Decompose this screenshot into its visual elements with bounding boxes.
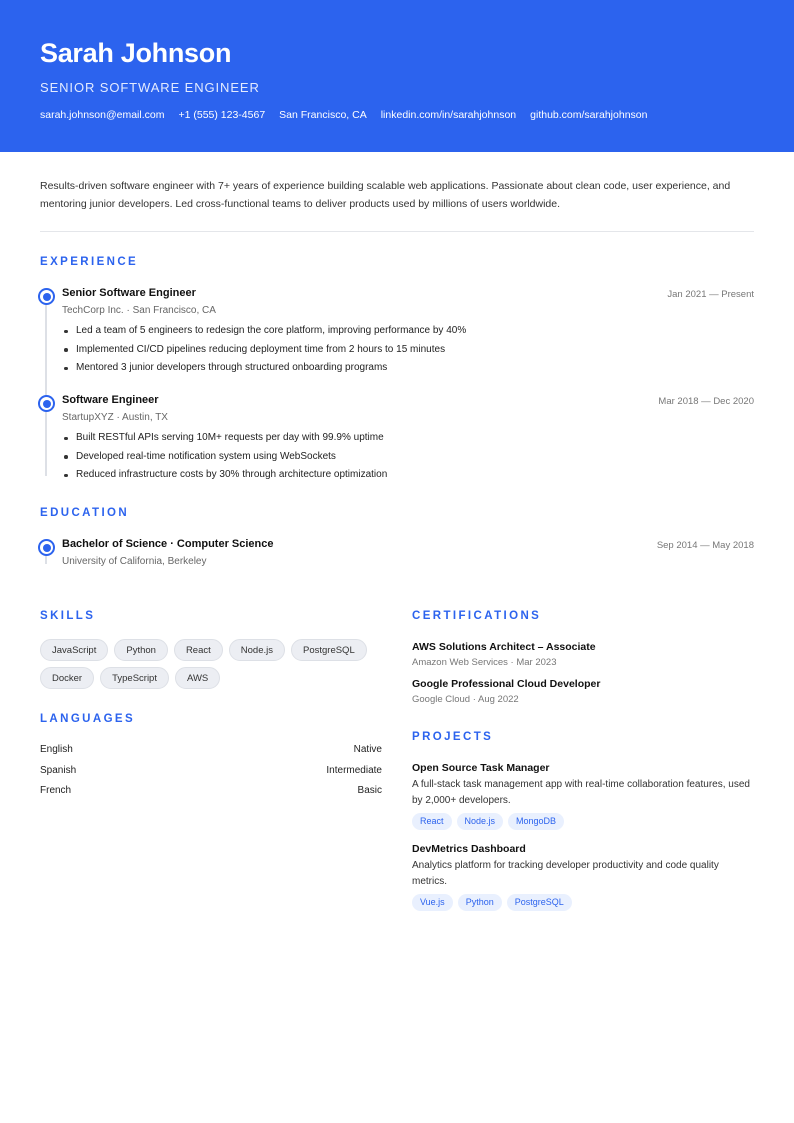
projects-heading: PROJECTS <box>412 731 494 743</box>
contact-github[interactable]: github.com/sarahjohnson <box>530 109 648 121</box>
language-row <box>40 744 382 755</box>
divider <box>40 231 754 232</box>
contact-linkedin[interactable]: linkedin.com/in/sarahjohnson <box>380 109 517 121</box>
language-name: Spanish <box>40 765 77 776</box>
skill-chip: AWS <box>175 667 220 689</box>
job-title: Software Engineer <box>62 394 159 406</box>
timeline-dot <box>38 288 55 305</box>
school-name: University of California, Berkeley <box>62 556 207 567</box>
timeline-dot <box>38 539 55 556</box>
job-dates: Jan 2021 — Present <box>667 289 754 300</box>
bullet-item: Developed real-time notification system using WebSockets <box>76 448 387 467</box>
job-company: TechCorp Inc. · San Francisco, CA <box>62 305 216 316</box>
summary-text: Results-driven software engineer with 7+ years of experience building scalable web applications. Passionate about clean code, user experience, and mentoring junior developers. Led cross-functional teams to deliver products used by millions of users worldwide. <box>40 180 731 210</box>
project-tags <box>412 813 564 830</box>
certification-name: AWS Solutions Architect – Associate <box>412 641 596 653</box>
education-heading: EDUCATION <box>40 507 130 519</box>
language-row <box>40 765 382 776</box>
skill-chip: Node.js <box>229 639 285 661</box>
experience-heading: EXPERIENCE <box>40 256 139 268</box>
language-name: English <box>40 744 73 755</box>
candidate-title: SENIOR SOFTWARE ENGINEER <box>40 80 260 95</box>
certifications-heading: CERTIFICATIONS <box>412 610 542 622</box>
language-level: Basic <box>357 785 382 796</box>
contact-email[interactable]: sarah.johnson@email.com <box>40 109 165 121</box>
language-name: French <box>40 785 72 796</box>
project-description: A full-stack task management app with real-time collaboration features, used by 2,000+ developers. <box>412 779 750 806</box>
skill-chip: PostgreSQL <box>291 639 367 661</box>
certification-name: Google Professional Cloud Developer <box>412 678 601 690</box>
language-level: Intermediate <box>326 765 382 776</box>
job-dates: Mar 2018 — Dec 2020 <box>658 396 754 407</box>
job-title: Senior Software Engineer <box>62 287 196 299</box>
bullet-item: Mentored 3 junior developers through structured onboarding programs <box>76 359 466 378</box>
skills-heading: SKILLS <box>40 610 96 622</box>
language-level: Native <box>353 744 382 755</box>
certification-meta: Google Cloud · Aug 2022 <box>412 694 519 705</box>
bullet-item: Reduced infrastructure costs by 30% through architecture optimization <box>76 466 387 485</box>
project-description: Analytics platform for tracking developer productivity and code quality metrics. <box>412 860 719 887</box>
bullet-item: Built RESTful APIs serving 10M+ requests per day with 99.9% uptime <box>76 429 387 448</box>
degree-title: Bachelor of Science · Computer Science <box>62 538 274 550</box>
job-company: StartupXYZ · Austin, TX <box>62 412 168 423</box>
job-bullets <box>76 429 387 485</box>
tech-tag: PostgreSQL <box>507 894 572 911</box>
tech-tag: React <box>412 813 452 830</box>
contact-bar <box>40 109 647 121</box>
tech-tag: Node.js <box>457 813 504 830</box>
project-name: Open Source Task Manager <box>412 762 550 774</box>
tech-tag: MongoDB <box>508 813 564 830</box>
education-dates: Sep 2014 — May 2018 <box>656 540 754 551</box>
project-name: DevMetrics Dashboard <box>412 843 526 855</box>
tech-tag: Vue.js <box>412 894 453 911</box>
skill-chip: JavaScript <box>40 639 108 661</box>
contact-phone[interactable]: +1 (555) 123-4567 <box>178 109 266 121</box>
contact-location: San Francisco, CA <box>279 109 367 121</box>
resume-header <box>0 0 794 152</box>
skills-list <box>40 639 370 689</box>
bullet-item: Led a team of 5 engineers to redesign the core platform, improving performance by 40% <box>76 322 466 341</box>
timeline-dot <box>38 395 55 412</box>
skill-chip: TypeScript <box>100 667 169 689</box>
project-tags <box>412 894 572 911</box>
skill-chip: Docker <box>40 667 94 689</box>
tech-tag: Python <box>458 894 502 911</box>
languages-heading: LANGUAGES <box>40 713 136 725</box>
candidate-name: Sarah Johnson <box>40 38 232 68</box>
bullet-item: Implemented CI/CD pipelines reducing deployment time from 2 hours to 15 minutes <box>76 341 466 360</box>
experience-timeline-line <box>45 296 47 476</box>
certification-meta: Amazon Web Services · Mar 2023 <box>412 657 557 668</box>
job-bullets <box>76 322 466 378</box>
skill-chip: React <box>174 639 223 661</box>
skill-chip: Python <box>114 639 168 661</box>
language-row <box>40 785 382 796</box>
